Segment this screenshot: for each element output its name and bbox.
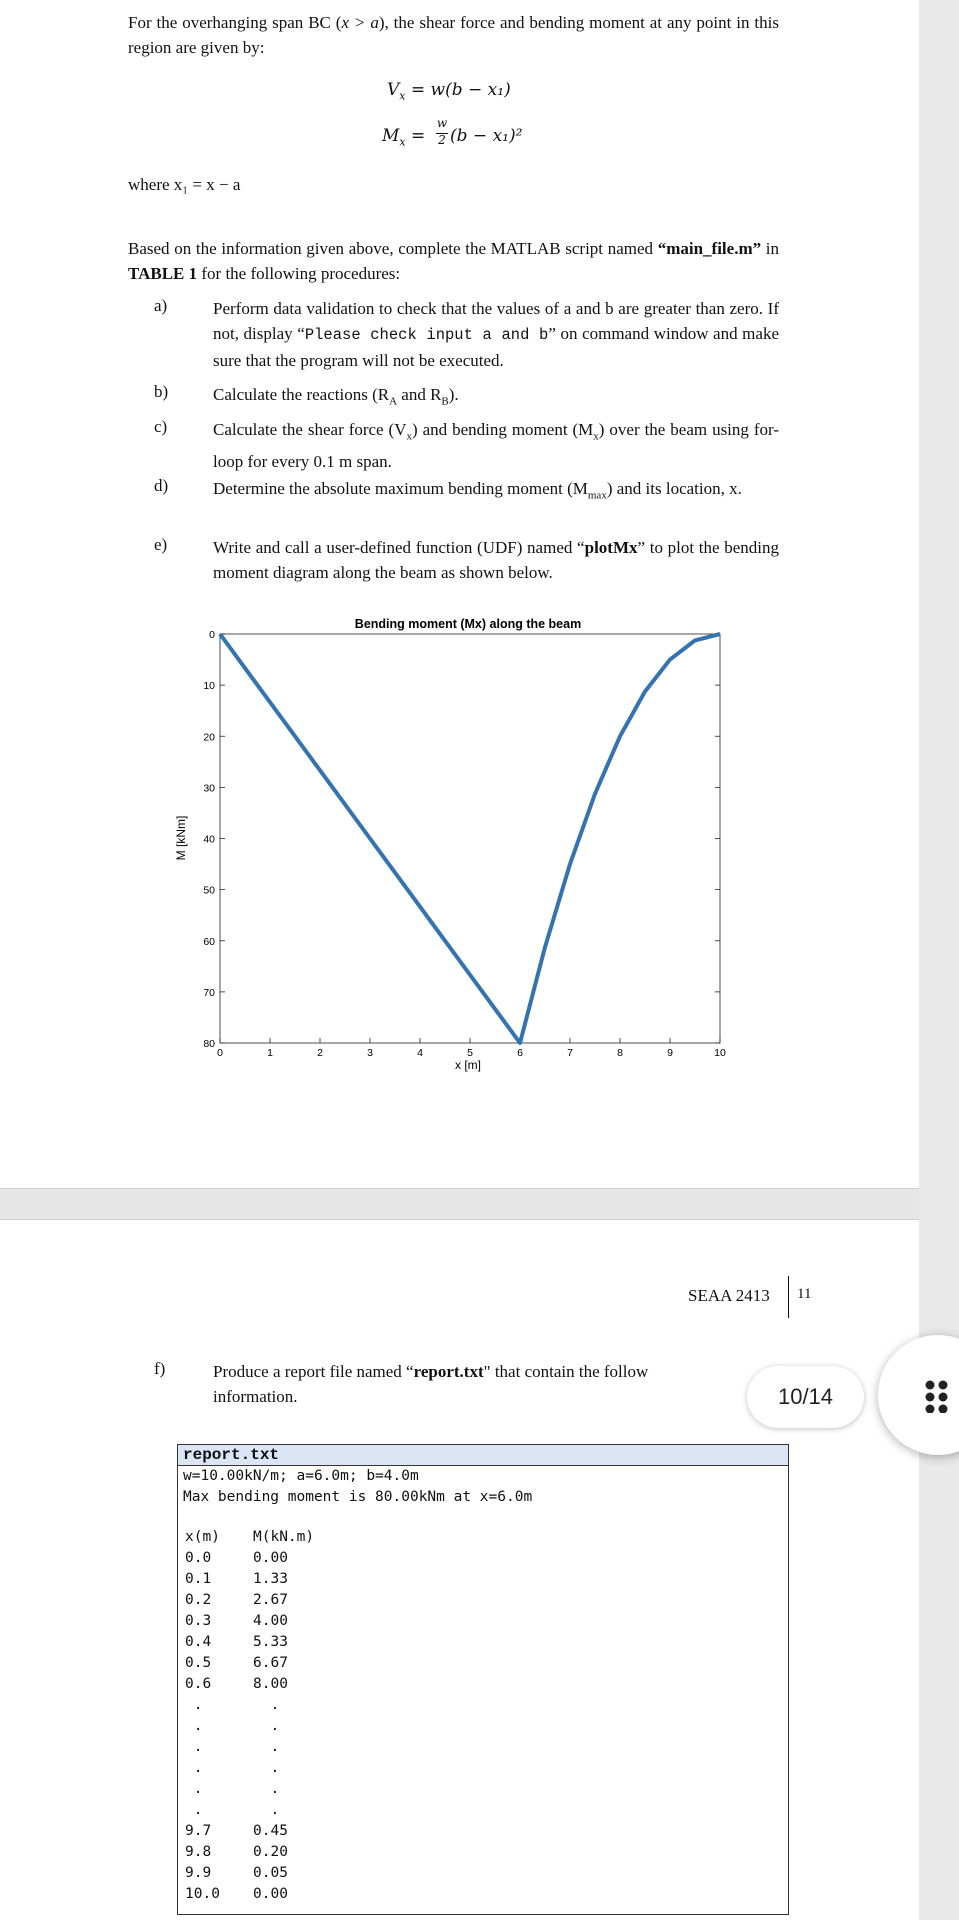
- mx-frac-den: 2: [438, 133, 446, 147]
- based-quote-close: ”: [752, 239, 762, 258]
- based-paragraph: [128, 236, 779, 286]
- item-b-text: [213, 382, 779, 414]
- report-ellipsis-x: .: [185, 1697, 203, 1713]
- y-tick-label: 40: [203, 833, 215, 846]
- x-tick-label: 4: [417, 1047, 423, 1059]
- report-col-x-header: x(m): [185, 1529, 220, 1545]
- report-row-x: 10.0: [185, 1886, 220, 1902]
- vx-lhs: V: [387, 80, 400, 100]
- header-course-code: SEAA 2413: [688, 1286, 770, 1305]
- report-row-x: 0.5: [185, 1655, 212, 1671]
- report-line1: w=10.00kN/m; a=6.0m; b=4.0m: [183, 1468, 419, 1484]
- item-f-line2: information.: [213, 1387, 298, 1406]
- report-ellipsis-m: .: [253, 1802, 280, 1818]
- report-line2: Max bending moment is 80.00kNm at x=6.0m: [183, 1489, 533, 1505]
- mx-lhs: M: [382, 126, 400, 146]
- item-d-text: [213, 476, 779, 508]
- item-e-pre: Write and call a user-defined function (UDF) named “: [213, 538, 585, 557]
- report-row-x: 0.1: [185, 1571, 212, 1587]
- item-a-post: ” on command window and make sure that the program will not be executed.: [213, 324, 779, 370]
- vx-sub: x: [399, 89, 406, 103]
- item-b-sub2: B: [441, 395, 449, 408]
- based-text2: in: [761, 239, 780, 258]
- item-e-text: [213, 535, 779, 585]
- x-tick-label: 9: [667, 1047, 673, 1059]
- report-row-m: 0.05: [253, 1865, 288, 1881]
- report-row-m: 5.33: [253, 1634, 288, 1650]
- report-row-m: 8.00: [253, 1676, 288, 1692]
- intro-paragraph: [128, 10, 779, 60]
- report-ellipsis-m: .: [253, 1781, 280, 1797]
- item-c-t1: Calculate the shear force (V: [213, 420, 407, 439]
- page-separator: [0, 1188, 919, 1220]
- report-row-m: 0.45: [253, 1823, 288, 1839]
- report-ellipsis-x: .: [185, 1739, 203, 1755]
- report-row-x: 0.0: [185, 1550, 212, 1566]
- mx-sub: x: [399, 135, 406, 149]
- item-f-bold: report.txt: [413, 1362, 484, 1381]
- report-row-m: 1.33: [253, 1571, 288, 1587]
- report-row-x: 0.4: [185, 1634, 212, 1650]
- mx-rhs: (b − x₁)²: [450, 126, 523, 146]
- report-box: [177, 1444, 789, 1915]
- mx-eq: =: [405, 126, 426, 146]
- x-tick-label: 6: [517, 1047, 523, 1059]
- y-tick-label: 60: [203, 935, 215, 948]
- item-a-pre: Perform data validation to check that the values of a and b are greater than zero. If not, display “: [213, 299, 779, 343]
- y-tick-label: 0: [209, 629, 215, 641]
- report-row-x: 9.8: [185, 1844, 212, 1860]
- header-divider: [788, 1276, 789, 1318]
- item-e-letter: e): [154, 535, 168, 554]
- item-c-mid: ) and bending moment (M: [412, 420, 594, 439]
- report-row-x: 0.2: [185, 1592, 212, 1608]
- item-a-code: Please check input a and b: [304, 326, 549, 344]
- viewer-menu-button[interactable]: [878, 1335, 959, 1455]
- y-tick-label: 30: [203, 782, 215, 795]
- item-c-letter: c): [154, 417, 168, 436]
- item-f-text: [213, 1359, 773, 1384]
- y-tick-label: 70: [203, 986, 215, 999]
- report-ellipsis-m: .: [253, 1697, 280, 1713]
- report-ellipsis-x: .: [185, 1781, 203, 1797]
- page-indicator: 10/14: [747, 1366, 864, 1428]
- report-row-m: 6.67: [253, 1655, 288, 1671]
- report-col-m-header: M(kN.m): [253, 1529, 315, 1545]
- item-b-mid: and R: [397, 385, 442, 404]
- report-row-m: 0.00: [253, 1886, 288, 1902]
- based-text1: Based on the information given above, complete the MATLAB script named: [128, 239, 654, 258]
- y-tick-label: 50: [203, 884, 215, 897]
- item-f-post: " that contain the follow: [483, 1362, 649, 1381]
- based-file: main_file.m: [666, 239, 753, 258]
- report-row-m: 2.67: [253, 1592, 288, 1608]
- item-f-pre: Produce a report file named “: [213, 1362, 414, 1381]
- based-table: TABLE 1: [128, 264, 198, 283]
- report-row-m: 4.00: [253, 1613, 288, 1629]
- item-d-sub1: max: [587, 489, 607, 502]
- y-tick-label: 80: [203, 1038, 215, 1050]
- report-row-x: 0.6: [185, 1676, 212, 1692]
- report-row-m: 0.00: [253, 1550, 288, 1566]
- item-b-letter: b): [154, 382, 169, 401]
- item-b-t1: Calculate the reactions (R: [213, 385, 390, 404]
- intro-text-after: ), the shear force and bending moment at any point in this region are given by:: [128, 13, 779, 57]
- report-row-x: 0.3: [185, 1613, 212, 1629]
- x-tick-label: 7: [567, 1047, 573, 1059]
- bending-moment-chart: [160, 610, 760, 1080]
- item-d-end: ) and its location, x.: [606, 479, 742, 498]
- item-d-letter: d): [154, 476, 169, 495]
- report-ellipsis-m: .: [253, 1739, 280, 1755]
- item-c-end: ) over the beam using for-loop for every 0.1 m span.: [213, 420, 780, 472]
- y-axis-label: M [kNm]: [174, 815, 188, 861]
- x-tick-label: 8: [617, 1047, 623, 1059]
- item-e-post: ” to plot the bending moment diagram along the beam as shown below.: [213, 538, 779, 582]
- report-table: [178, 1529, 778, 1909]
- item-d-t1: Determine the absolute maximum bending moment (M: [213, 479, 588, 498]
- item-c-sub1: x: [406, 430, 412, 443]
- vx-rhs: = w(b − x₁): [405, 80, 511, 100]
- report-row-x: 9.7: [185, 1823, 212, 1839]
- item-b-end: ).: [448, 385, 459, 404]
- report-ellipsis-m: .: [253, 1718, 280, 1734]
- chart-title: Bending moment (Mx) along the beam: [354, 617, 582, 631]
- x-tick-label: 3: [367, 1047, 373, 1059]
- report-title: report.txt: [178, 1445, 788, 1466]
- item-c-text: [213, 417, 779, 474]
- x-tick-label: 1: [267, 1047, 273, 1059]
- report-row-m: 0.20: [253, 1844, 288, 1860]
- report-ellipsis-x: .: [185, 1718, 203, 1734]
- header-page-number: 11: [797, 1286, 812, 1302]
- report-row-x: 9.9: [185, 1865, 212, 1881]
- y-tick-label: 10: [203, 680, 215, 693]
- report-ellipsis-m: .: [253, 1760, 280, 1776]
- x-tick-label: 2: [317, 1047, 323, 1059]
- x-tick-label: 0: [217, 1047, 223, 1059]
- item-c-sub2: x: [593, 430, 599, 443]
- report-ellipsis-x: .: [185, 1760, 203, 1776]
- moment-series-line: [220, 634, 720, 1043]
- item-b-sub1: A: [389, 395, 398, 408]
- viewer-side-strip: [919, 0, 959, 1920]
- x-axis-label: x [m]: [455, 1058, 481, 1072]
- equation-vx: [387, 80, 511, 102]
- grid-dots-icon: [924, 1379, 958, 1413]
- intro-condition: x > a: [341, 13, 379, 32]
- based-text3: for the following procedures:: [197, 264, 401, 283]
- item-f-letter: f): [154, 1359, 166, 1378]
- item-a-text: [213, 296, 779, 373]
- item-a-letter: a): [154, 296, 168, 315]
- intro-text-before: For the overhanging span BC (: [128, 13, 342, 32]
- x-tick-label: 10: [714, 1047, 726, 1059]
- where-line: where x₁ = x − a: [128, 175, 241, 194]
- y-tick-label: 20: [203, 731, 215, 744]
- based-quote-open: “: [657, 239, 667, 258]
- x-tick-label: 5: [467, 1047, 473, 1059]
- mx-frac-num: w: [436, 116, 448, 130]
- item-e-bold: plotMx: [584, 538, 638, 557]
- report-ellipsis-x: .: [185, 1802, 203, 1818]
